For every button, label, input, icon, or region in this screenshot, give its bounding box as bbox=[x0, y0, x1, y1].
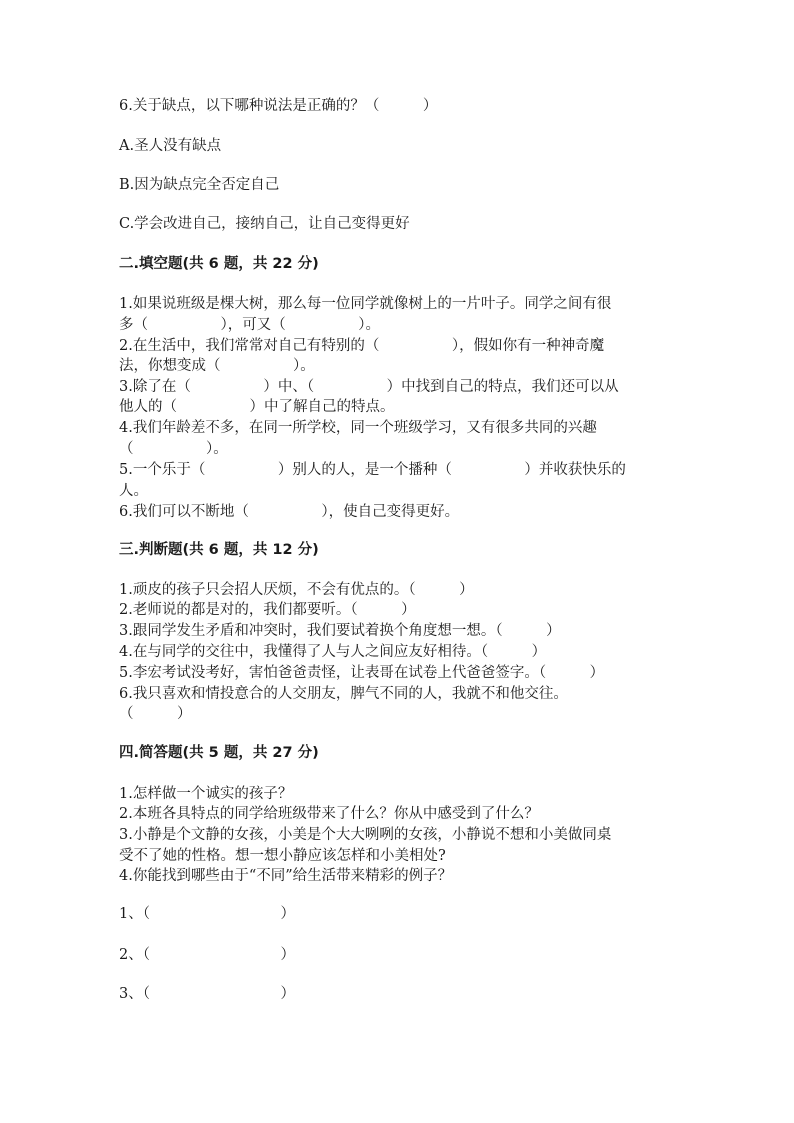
fill-line: 4.我们年龄差不多，在同一所学校，同一个班级学习，又有很多共同的兴趣 bbox=[119, 420, 597, 436]
answer-blank-2: 2、（ ） bbox=[119, 947, 295, 963]
fill-line: （ ）。 bbox=[119, 441, 228, 457]
answer-blank-3: 3、（ ） bbox=[119, 986, 295, 1002]
short-answer-line: 1.怎样做一个诚实的孩子？ bbox=[119, 786, 293, 802]
fill-line: 多（ ），可又（ ）。 bbox=[119, 317, 380, 333]
section-2-heading: 二.填空题(共 6 题，共 22 分) bbox=[119, 256, 319, 272]
judge-line: 3.跟同学发生矛盾和冲突时，我们要试着换个角度想一想。（ ） bbox=[119, 623, 561, 639]
judge-line: 6.我只喜欢和情投意合的人交朋友，脾气不同的人，我就不和他交往。 bbox=[119, 686, 568, 702]
judge-line: 1.顽皮的孩子只会招人厌烦，不会有优点的。（ ） bbox=[119, 582, 474, 598]
fill-line: 6.我们可以不断地（ ），使自己变得更好。 bbox=[119, 504, 460, 520]
judge-line: 5.李宏考试没考好，害怕爸爸责怪，让表哥在试卷上代爸爸签字。（ ） bbox=[119, 665, 605, 681]
short-answer-line: 受不了她的性格。想一想小静应该怎样和小美相处? bbox=[119, 848, 446, 864]
short-answer-line: 3.小静是个文静的女孩，小美是个大大咧咧的女孩，小静说不想和小美做同桌 bbox=[119, 827, 612, 843]
fill-line: 法，你想变成（ ）。 bbox=[119, 358, 315, 374]
option-c: C.学会改进自己，接纳自己，让自己变得更好 bbox=[119, 216, 410, 232]
question-6: 6.关于缺点，以下哪种说法是正确的？（ ） bbox=[119, 98, 438, 114]
short-answer-line: 2.本班各具特点的同学给班级带来了什么？你从中感受到了什么？ bbox=[119, 806, 539, 822]
short-answer-line: 4.你能找到哪些由于“不同”给生活带来精彩的例子？ bbox=[119, 868, 453, 884]
fill-line: 人。 bbox=[119, 483, 148, 499]
fill-line: 3.除了在（ ）中、（ ）中找到自己的特点，我们还可以从 bbox=[119, 379, 619, 395]
answer-blank-1: 1、（ ） bbox=[119, 906, 295, 922]
fill-line: 2.在生活中，我们常常对自己有特别的（ ），假如你有一种神奇魔 bbox=[119, 338, 605, 354]
fill-line: 1.如果说班级是棵大树，那么每一位同学就像树上的一片叶子。同学之间有很 bbox=[119, 296, 612, 312]
judge-line: 2.老师说的都是对的，我们都要听。（ ） bbox=[119, 602, 416, 618]
section-4-heading: 四.简答题(共 5 题，共 27 分) bbox=[119, 745, 319, 761]
section-3-heading: 三.判断题(共 6 题，共 12 分) bbox=[119, 542, 319, 558]
option-b: B.因为缺点完全否定自己 bbox=[119, 177, 280, 193]
fill-line: 5.一个乐于（ ）别人的人，是一个播种（ ）并收获快乐的 bbox=[119, 462, 626, 478]
option-a: A.圣人没有缺点 bbox=[119, 138, 222, 154]
judge-line: （ ） bbox=[119, 706, 192, 722]
fill-line: 他人的（ ）中了解自己的特点。 bbox=[119, 399, 395, 415]
judge-line: 4.在与同学的交往中，我懂得了人与人之间应友好相待。（ ） bbox=[119, 644, 547, 660]
